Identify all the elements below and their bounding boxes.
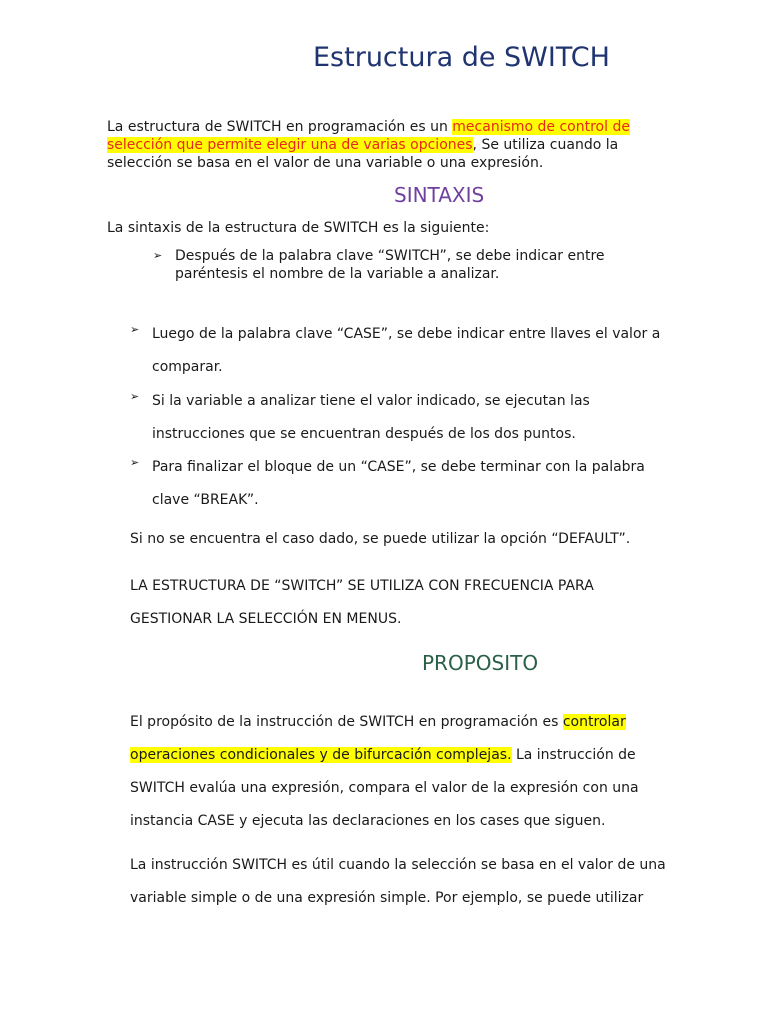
proposito-paragraph-1 [130, 706, 670, 838]
proposito-heading: PROPOSITO [422, 651, 539, 675]
list-item [130, 318, 670, 384]
list-item [130, 385, 670, 451]
proposito-paragraph-2: La instrucción SWITCH es útil cuando la selección se basa en el valor de una variable simple o de una expresión simple. Por ejemplo, se puede utilizar [130, 857, 666, 906]
list-item [153, 247, 623, 283]
proposito-text-after: La instrucción de SWITCH evalúa una expresión, compara el valor de la expresión con una instancia CASE y ejecuta las declaraciones en los cases que siguen. [130, 747, 639, 829]
list-item-text: Luego de la palabra clave “CASE”, se debe indicar entre llaves el valor a comparar. [152, 326, 661, 375]
proposito-highlight: controlar operaciones condicionales y de bifurcación complejas. [130, 714, 626, 763]
intro-paragraph [107, 118, 667, 172]
intro-text-before: La estructura de SWITCH en programación es un [107, 119, 453, 135]
intro-highlight: mecanismo de control de selección que permite elegir una de varias opciones [107, 119, 630, 153]
intro-text-after: , Se utiliza cuando la selección se basa en el valor de una variable o una expresión. [107, 137, 619, 171]
arrowhead-bullet-icon: ➢ [130, 390, 140, 403]
arrowhead-bullet-icon: ➢ [130, 456, 140, 469]
list-item-text: Después de la palabra clave “SWITCH”, se debe indicar entre paréntesis el nombre de la variable a analizar. [175, 248, 605, 282]
proposito-text-before: El propósito de la instrucción de SWITCH en programación es [130, 714, 563, 730]
sintaxis-intro: La sintaxis de la estructura de SWITCH es la siguiente: [107, 220, 490, 236]
arrowhead-bullet-icon: ➢ [130, 323, 140, 336]
page-title: Estructura de SWITCH [313, 42, 610, 73]
list-item-text: Para finalizar el bloque de un “CASE”, se debe terminar con la palabra clave “BREAK”. [152, 459, 645, 508]
uppercase-note: LA ESTRUCTURA DE “SWITCH” SE UTILIZA CON FRECUENCIA PARA GESTIONAR LA SELECCIÓN EN MENUS. [130, 578, 594, 627]
sintaxis-heading: SINTAXIS [394, 183, 485, 207]
default-note: Si no se encuentra el caso dado, se puede utilizar la opción “DEFAULT”. [130, 531, 631, 547]
list-item-text: Si la variable a analizar tiene el valor indicado, se ejecutan las instrucciones que se encuentran después de los dos puntos. [152, 393, 590, 442]
arrowhead-bullet-icon: ➢ [153, 249, 163, 262]
list-item [130, 451, 670, 517]
